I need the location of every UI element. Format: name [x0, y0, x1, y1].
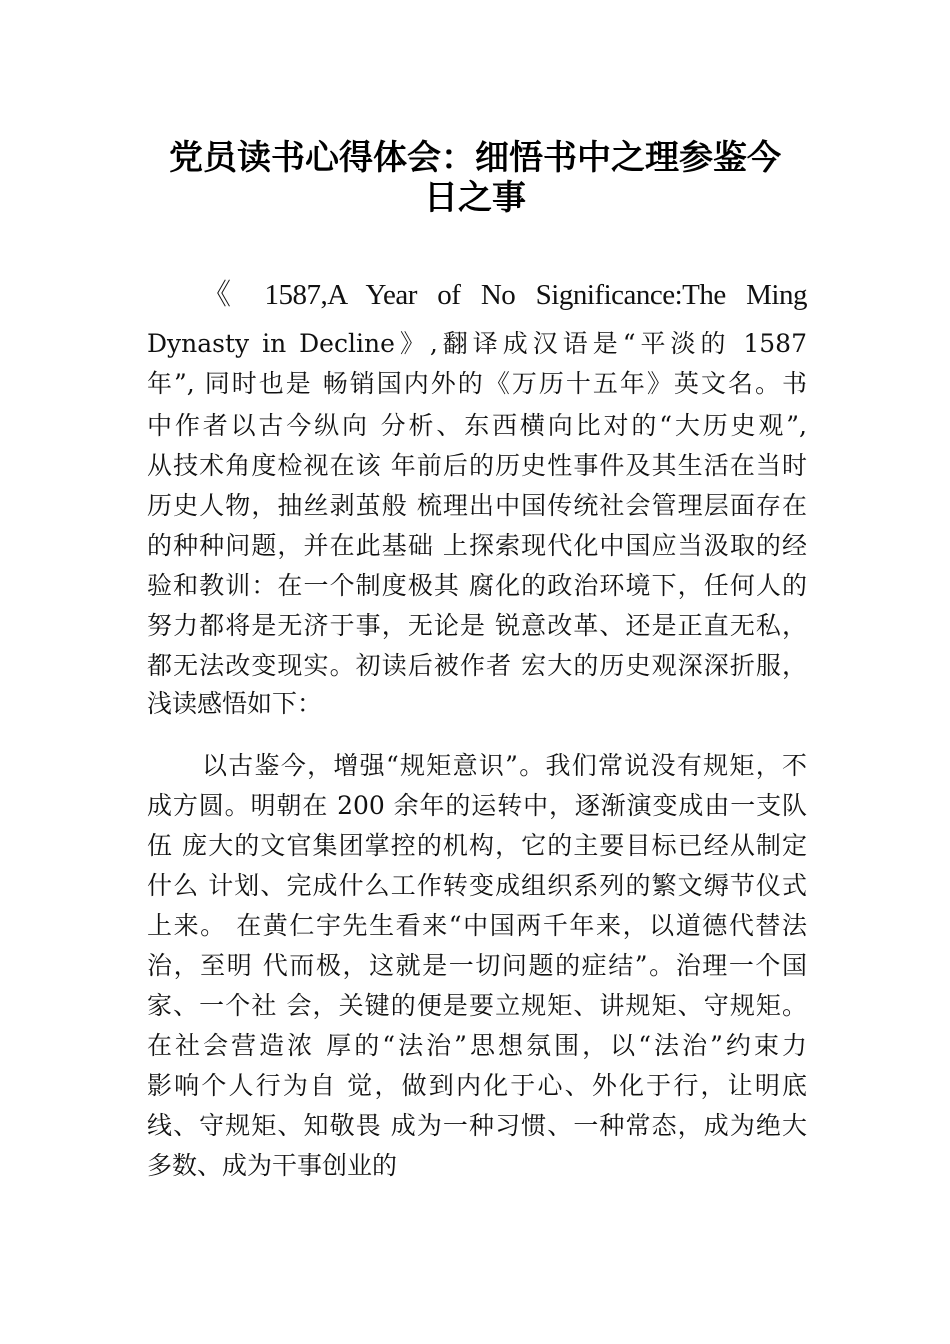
paragraph-2-line: 什么 计划、完成什么工作转变成组织系列的繁文缛节仪式	[147, 871, 807, 900]
paragraph-2-line: 家、一个社 会，关键的便是要立规矩、讲规矩、守规矩。	[147, 991, 807, 1020]
paragraph-2-line: 以古鉴今，增强“规矩意识”。我们常说没有规矩，不	[202, 751, 807, 780]
paragraph-1-line: 中作者以古今纵向 分析、东西横向比对的“大历史观”,	[147, 411, 807, 440]
paragraph-1-line: 都无法改变现实。初读后被作者 宏大的历史观深深折服，	[147, 651, 807, 680]
paragraph-2-line: 上来。 在黄仁宇先生看来“中国两千年来，以道德代替法	[147, 911, 807, 940]
paragraph-1-line: 《 1587,A Year of No Significance:The Ming	[202, 279, 807, 311]
paragraph-2-line: 多数、成为干事创业的	[147, 1151, 398, 1180]
paragraph-1-line: 的种种问题，并在此基础 上探索现代化中国应当汲取的经	[147, 531, 807, 560]
paragraph-1-line: 验和教训：在一个制度极其 腐化的政治环境下，任何人的	[147, 571, 807, 600]
paragraph-1-line: Dynasty in Decline》,翻译成汉语是“平淡的 1587	[147, 329, 807, 358]
paragraph-1-line: 浅读感悟如下：	[147, 689, 323, 718]
paragraph-2-line: 线、守规矩、知敬畏 成为一种习惯、一种常态，成为绝大	[147, 1111, 807, 1140]
document-title-line-2: 日之事	[424, 178, 526, 218]
paragraph-2-line: 在社会营造浓 厚的“法治”思想氛围，以“法治”约束力	[147, 1031, 807, 1060]
document-title-line-1: 党员读书心得体会：细悟书中之理参鉴今	[169, 138, 781, 178]
paragraph-2-line: 伍 庞大的文官集团掌控的机构，它的主要目标已经从制定	[147, 831, 807, 860]
paragraph-2-line: 成方圆。明朝在 200 余年的运转中，逐渐演变成由一支队	[147, 791, 807, 820]
paragraph-2-line: 影响个人行为自 觉，做到内化于心、外化于行，让明底	[147, 1071, 807, 1100]
paragraph-1-line: 年”, 同时也是 畅销国内外的《万历十五年》英文名。书	[147, 369, 807, 398]
paragraph-1-line: 努力都将是无济于事，无论是 锐意改革、还是正直无私，	[147, 611, 807, 640]
paragraph-1-line: 历史人物，抽丝剥茧般 梳理出中国传统社会管理层面存在	[147, 491, 807, 520]
paragraph-2-line: 治，至明 代而极，这就是一切问题的症结”。治理一个国	[147, 951, 807, 980]
paragraph-1-line: 从技术角度检视在该 年前后的历史性事件及其生活在当时	[147, 451, 807, 480]
